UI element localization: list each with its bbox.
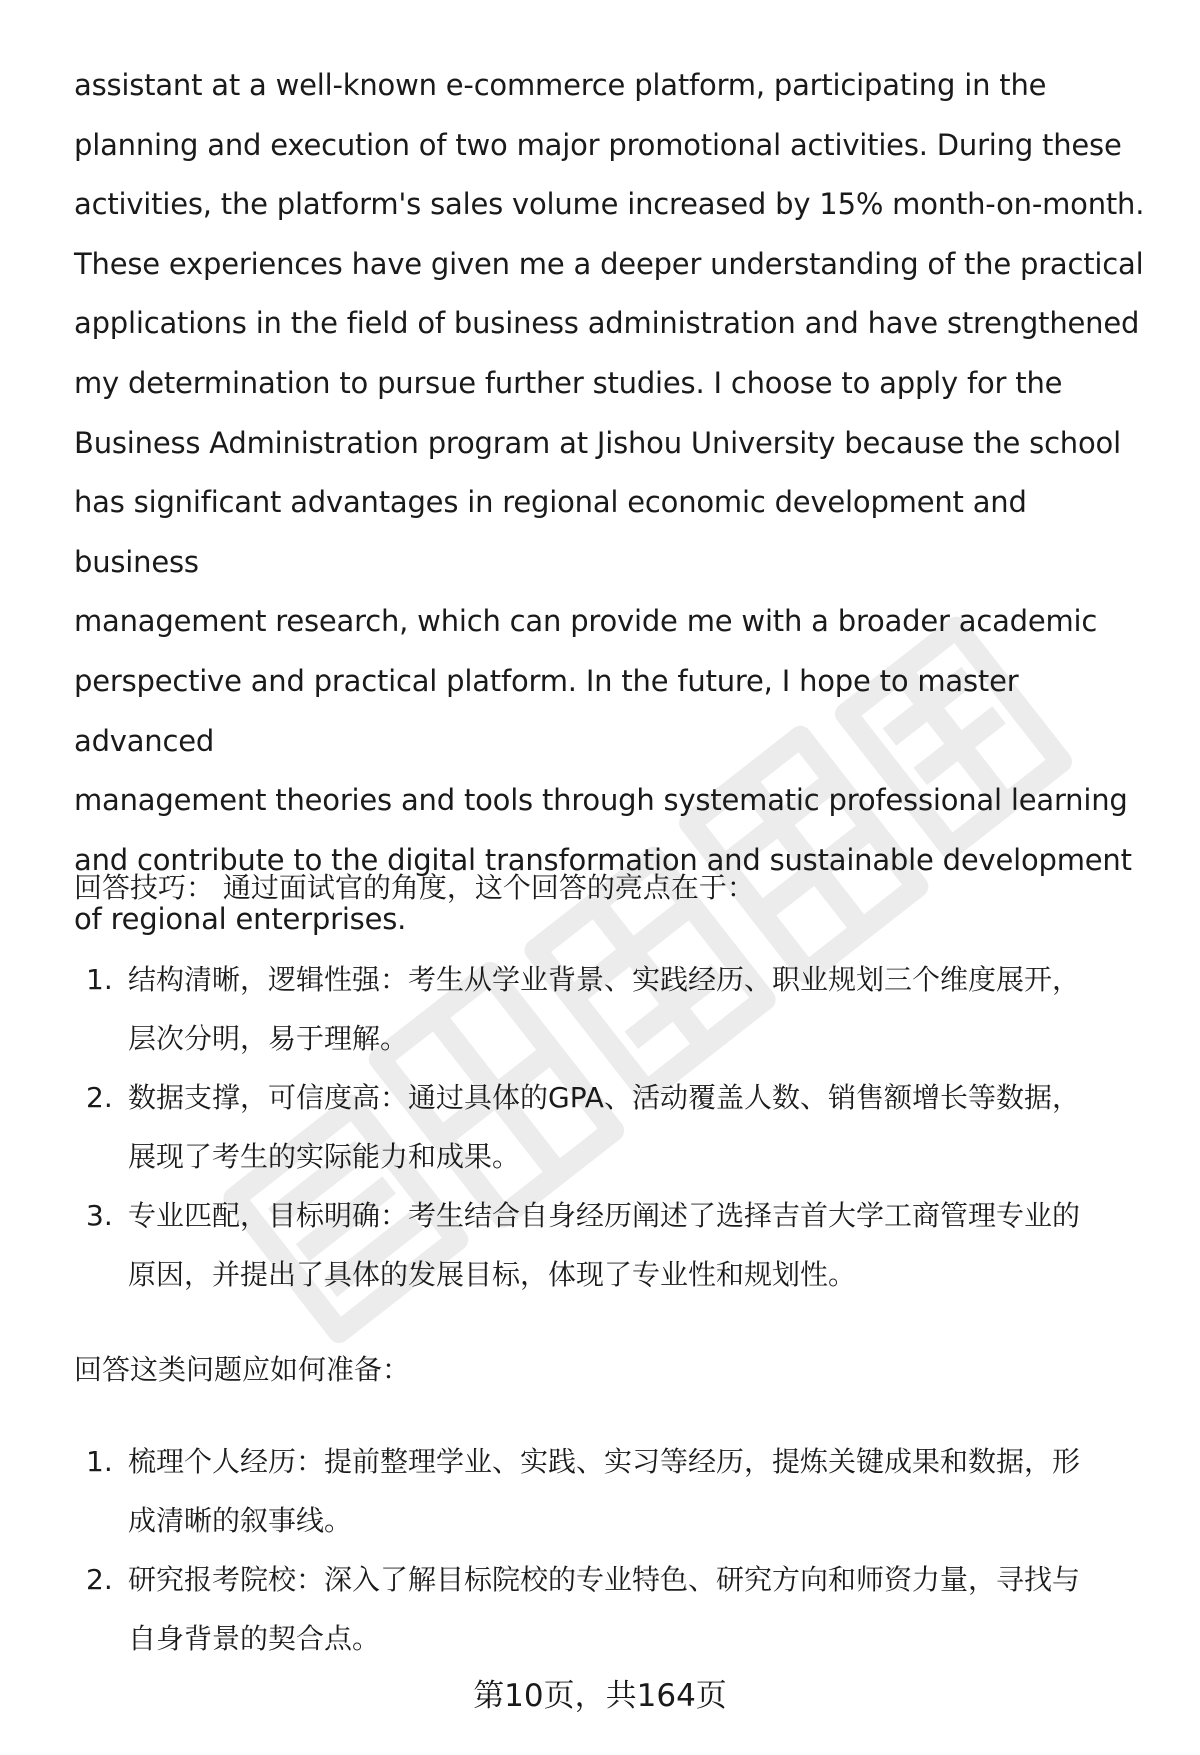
list-number: 1. — [86, 1445, 113, 1478]
list-item-line: 数据支撑，可信度高：通过具体的GPA、活动覆盖人数、销售额增长等数据， — [128, 1081, 1080, 1114]
list-item-line: 结构清晰，逻辑性强：考生从学业背景、实践经历、职业规划三个维度展开， — [128, 963, 1081, 996]
paragraph-line: and contribute to the digital transformation and sustainable development — [74, 842, 1132, 877]
list-number: 3. — [86, 1199, 113, 1232]
list-number: 2. — [86, 1081, 113, 1114]
list-number: 2. — [86, 1563, 113, 1596]
paragraph-line: applications in the field of business administration and have strengthened — [74, 306, 1140, 341]
list-item-line: 自身背景的契合点。 — [128, 1622, 381, 1655]
list-item-line: 成清晰的叙事线。 — [128, 1504, 353, 1537]
paragraph-line: assistant at a well-known e-commerce platform, participating in the — [74, 68, 1047, 102]
list-item — [74, 1550, 1154, 1668]
list-item — [74, 950, 1154, 1068]
list-item-line: 展现了考生的实际能力和成果。 — [128, 1140, 521, 1173]
tips-list — [74, 950, 1154, 1304]
paragraph-line: my determination to pursue further studies. I choose to apply for the — [74, 365, 1063, 400]
list-item-line: 原因，并提出了具体的发展目标，体现了专业性和规划性。 — [128, 1258, 857, 1291]
list-item-line: 梳理个人经历：提前整理学业、实践、实习等经历，提炼关键成果和数据，形 — [128, 1445, 1081, 1478]
paragraph-line: activities, the platform's sales volume increased by 15% month-on-month. — [74, 187, 1145, 222]
list-item — [74, 1432, 1154, 1550]
paragraph-line: management theories and tools through systematic professional learning — [74, 783, 1128, 818]
list-item-line: 专业匹配，目标明确：考生结合自身经历阐述了选择吉首大学工商管理专业的 — [128, 1199, 1081, 1232]
paragraph-line: planning and execution of two major promotional activities. During these — [74, 127, 1122, 162]
body-paragraph — [74, 56, 1154, 950]
prep-heading: 回答这类问题应如何准备： — [74, 1353, 411, 1386]
list-item — [74, 1186, 1154, 1304]
list-number: 1. — [86, 963, 113, 996]
document-page — [74, 56, 1154, 1655]
paragraph-line: perspective and practical platform. In the future, I hope to master advanced — [74, 663, 1019, 758]
paragraph-line: management research, which can provide me with a broader academic — [74, 604, 1098, 639]
list-item — [74, 1068, 1154, 1186]
paragraph-line: Business Administration program at Jishou University because the school — [74, 425, 1121, 460]
paragraph-line: of regional enterprises. — [74, 902, 407, 937]
list-item-line: 层次分明，易于理解。 — [128, 1022, 409, 1055]
tips-heading: 回答技巧： 通过面试官的角度，这个回答的亮点在于： — [74, 871, 755, 904]
page-number-footer: 第10页，共164页 — [473, 1678, 727, 1714]
list-item-line: 研究报考院校：深入了解目标院校的专业特色、研究方向和师资力量，寻找与 — [128, 1563, 1081, 1596]
paragraph-line: These experiences have given me a deeper understanding of the practical — [74, 246, 1144, 281]
prep-list — [74, 1432, 1154, 1668]
paragraph-line: has significant advantages in regional economic development and business — [74, 485, 1027, 579]
